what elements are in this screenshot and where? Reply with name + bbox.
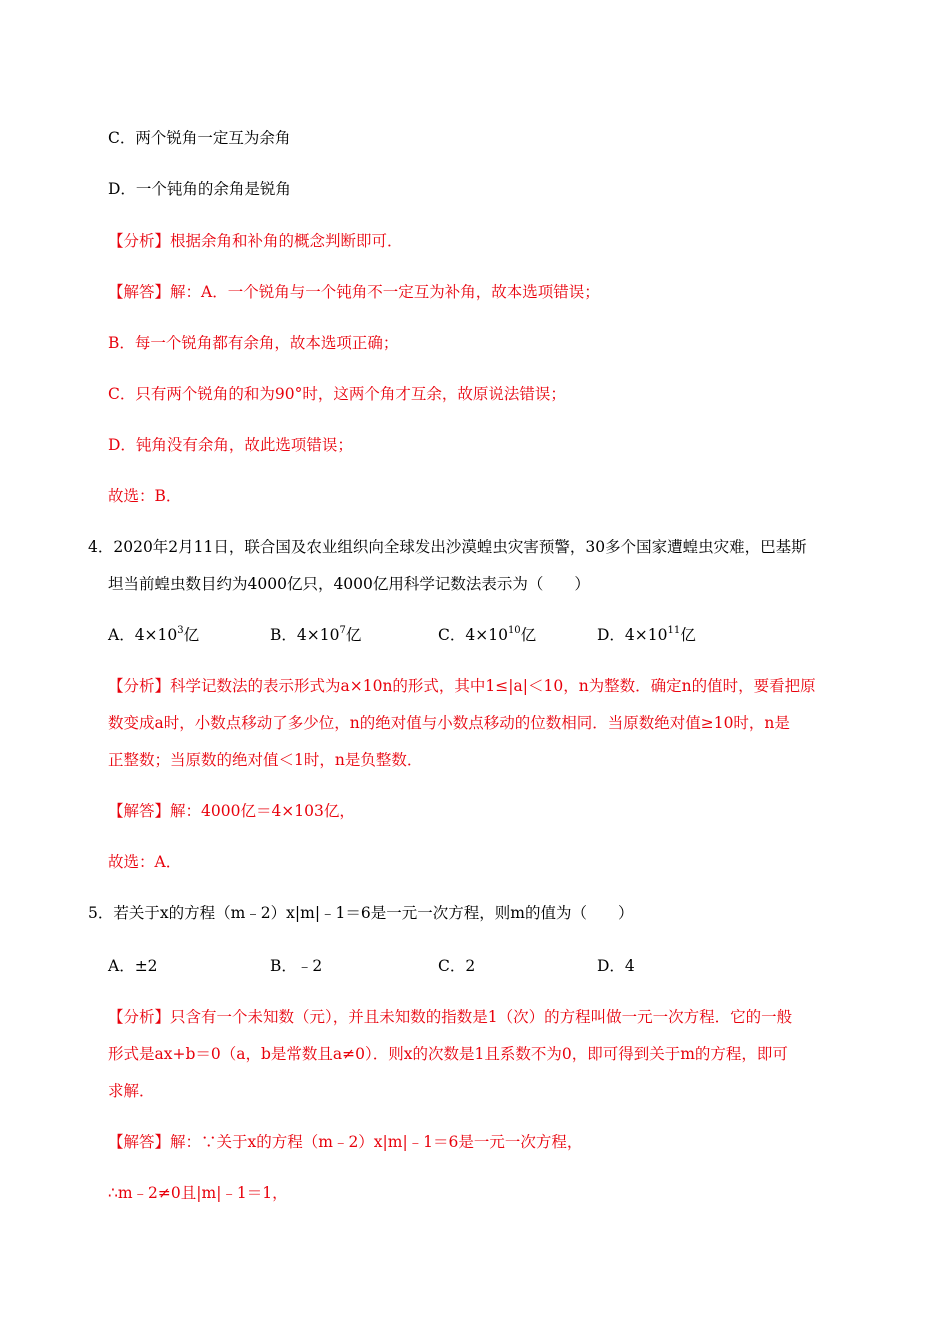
q4-option-d: D．$4\times 10^{11}$亿	[597, 625, 696, 644]
q4-stem-line-1: 4．2020年2月11日，联合国及农业组织向全球发出沙漠蝗虫灾害预警，30多个国家遭蝗虫灾难，巴基斯	[88, 538, 807, 556]
q5-stem: 5．若关于x的方程（m﹣2）x|m|﹣1＝6是一元一次方程，则m的值为（ ）	[88, 904, 634, 922]
q3-analysis: 【分析】根据余角和补角的概念判断即可．	[108, 232, 403, 250]
q5-analysis-line-3: 求解．	[108, 1082, 155, 1100]
q3-answer-line: B．每一个锐角都有余角，故本选项正确；	[108, 334, 399, 352]
q5-option-a: A．±2	[108, 957, 158, 975]
q4-analysis-line-1: 【分析】科学记数法的表示形式为a×10n的形式，其中1≤|a|＜10，n为整数．确定n的值时，要看把原	[108, 677, 816, 695]
q5-answer-line-2: ∴m﹣2≠0且|m|﹣1＝1，	[108, 1184, 288, 1202]
q3-answer-line: D．钝角没有余角，故此选项错误；	[108, 436, 353, 454]
q5-analysis-line-2: 形式是ax+b＝0（a，b是常数且a≠0）．则x的次数是1且系数不为0，即可得到关于m的方程，即可	[108, 1045, 788, 1063]
q4-answer: 【解答】解：4000亿＝4×103亿，	[108, 802, 355, 820]
q4-analysis-line-3: 正整数；当原数的绝对值＜1时，n是负整数．	[108, 751, 423, 769]
q5-option-d: D．4	[597, 957, 635, 975]
q4-choice: 故选：A．	[108, 853, 182, 871]
q4-stem-line-2: 坦当前蝗虫数目约为4000亿只，4000亿用科学记数法表示为（ ）	[108, 575, 590, 593]
q3-choice: 故选：B．	[108, 487, 182, 505]
q5-option-c: C．2	[438, 957, 476, 975]
q5-analysis-line-1: 【分析】只含有一个未知数（元），并且未知数的指数是1（次）的方程叫做一元一次方程．它的一般	[108, 1008, 793, 1026]
q4-option-a: A．$4\times 10^3$亿	[108, 625, 200, 644]
q4-analysis-line-2: 数变成a时，小数点移动了多少位，n的绝对值与小数点移动的位数相同．当原数绝对值≥10时，n是	[108, 714, 790, 732]
q3-answer-line: 【解答】解：A．一个锐角与一个钝角不一定互为补角，故本选项错误；	[108, 283, 600, 301]
q5-option-b: B．﹣2	[270, 957, 323, 975]
q3-answer-line: C．只有两个锐角的和为90°时，这两个角才互余，故原说法错误；	[108, 385, 566, 403]
q3-option-d: D．一个钝角的余角是锐角	[108, 180, 291, 198]
q4-option-c: C．$4\times 10^{10}$亿	[438, 625, 537, 644]
q5-answer-line-1: 【解答】解：∵关于x的方程（m﹣2）x|m|﹣1＝6是一元一次方程，	[108, 1133, 583, 1151]
q3-option-c: C．两个锐角一定互为余角	[108, 129, 291, 147]
q4-option-b: B．$4\times 10^7$亿	[270, 625, 362, 644]
